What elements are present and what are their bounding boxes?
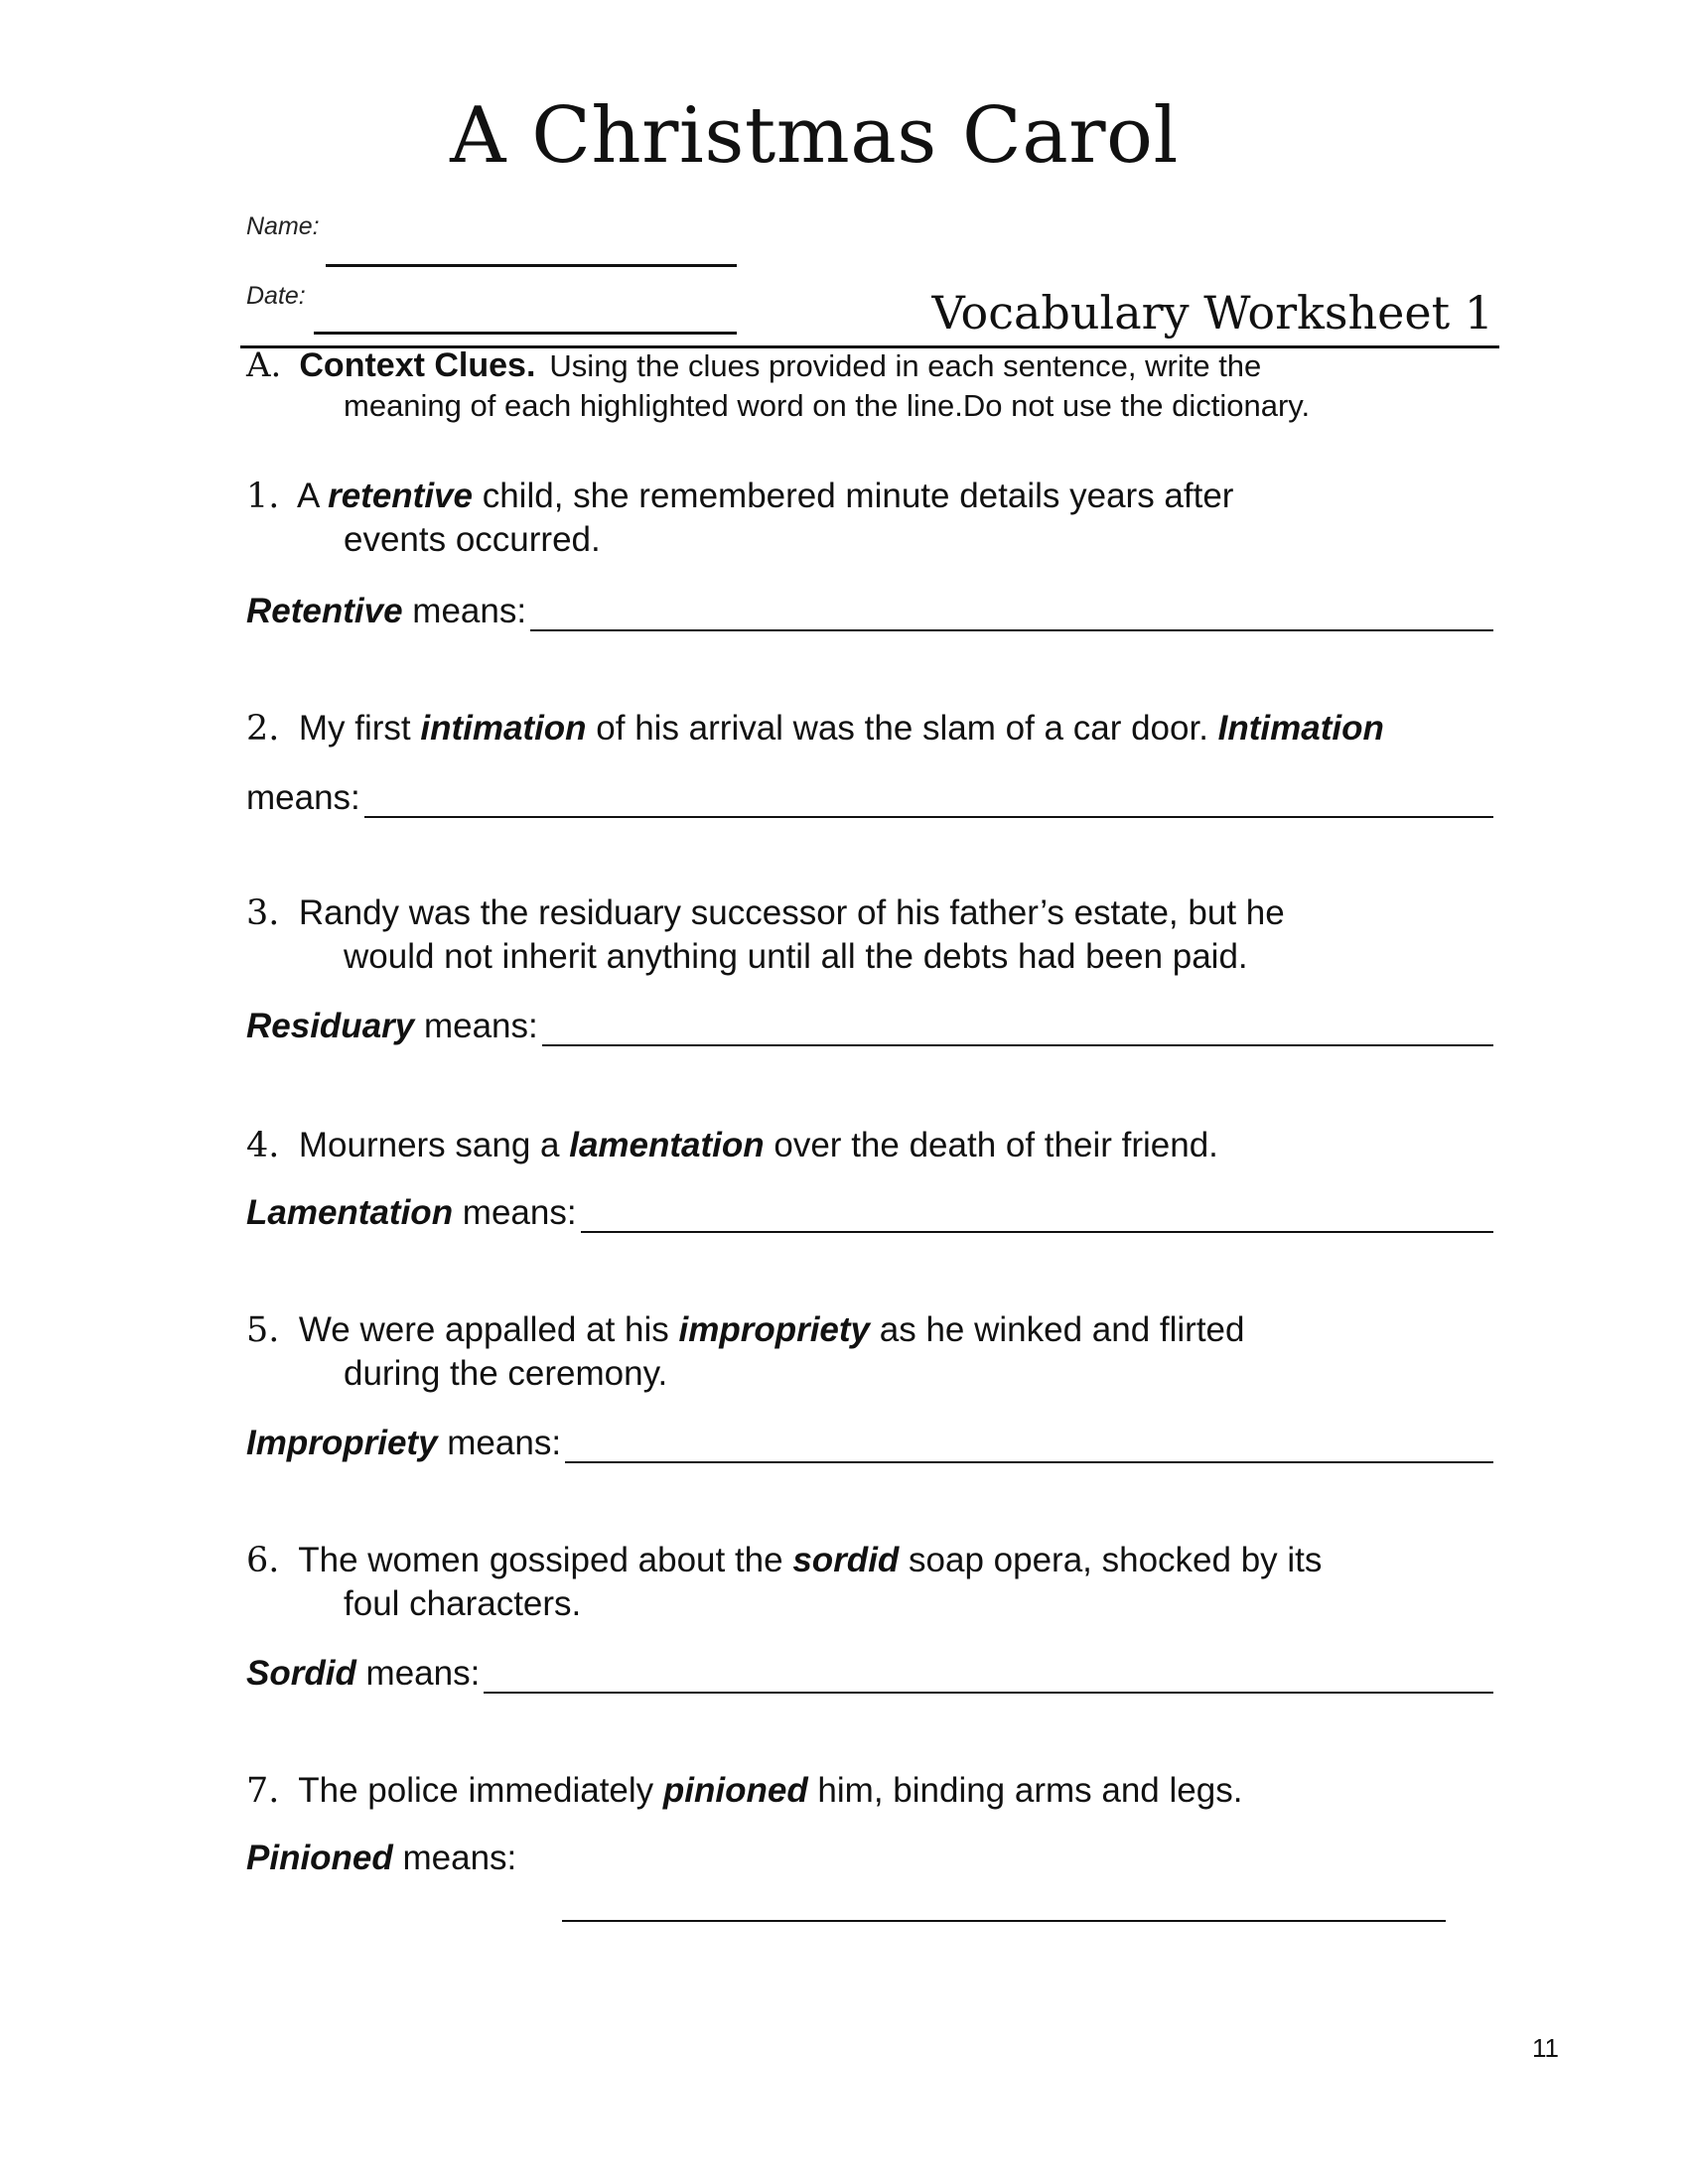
question-number: 1. [246,477,280,516]
question-text-continued: during the ceremony. [344,1354,668,1393]
question-text: him, binding arms and legs. [807,1771,1243,1810]
means-label: means: [246,778,360,817]
answer-row-2 [246,770,1493,818]
question-text: The police immediately [298,1771,663,1810]
question-text: The women gossiped about the [298,1541,793,1579]
question-1 [246,475,1497,562]
question-3 [246,891,1497,979]
means-label: means: [392,1839,517,1877]
answer-line[interactable] [484,1656,1493,1694]
means-label: means: [355,1654,481,1693]
question-text: soap opera, shocked by its [899,1541,1323,1579]
section-letter: A. [246,345,282,385]
page-title: A Christmas Carol [450,91,1179,181]
question-number: 4. [246,1126,280,1165]
answer-row-1 [246,584,1493,631]
vocab-word: lamentation [569,1126,765,1164]
answer-word: Retentive [246,592,403,630]
answer-line[interactable] [562,1920,1446,1922]
answer-line[interactable] [581,1195,1493,1233]
section-instructions [246,345,1477,426]
answer-word: Intimation [1217,709,1384,748]
question-5 [246,1308,1497,1396]
date-line[interactable] [314,332,737,335]
question-text-continued: foul characters. [344,1584,582,1623]
page-number: 11 [1532,2033,1559,2063]
answer-line[interactable] [565,1426,1493,1463]
date-label: Date: [246,282,306,310]
answer-row-4 [246,1185,1493,1233]
question-6 [246,1539,1497,1626]
question-text-continued: events occurred. [344,520,601,559]
answer-row-5 [246,1416,1493,1463]
question-number: 7. [246,1771,280,1811]
question-text: of his arrival was the slam of a car door. [586,709,1218,748]
question-number: 6. [246,1541,280,1580]
answer-row-6 [246,1646,1493,1694]
question-text: Mourners sang a [298,1126,570,1164]
question-2 [246,707,1497,751]
question-text: child, she remembered minute details years after [472,477,1234,515]
section-heading: Context Clues. [299,346,536,384]
question-number: 2. [246,709,280,749]
name-label: Name: [246,212,320,240]
question-text: We were appalled at his [298,1310,679,1349]
question-number: 5. [246,1310,280,1350]
vocab-word: sordid [792,1541,900,1579]
instructions-line-2: meaning of each highlighted word on the line.Do not use the dictionary. [344,388,1311,423]
instructions-line-1: Using the clues provided in each sentence, write the [549,348,1262,383]
question-text: over the death of their friend. [764,1126,1218,1164]
vocab-word: pinioned [662,1771,808,1810]
answer-line[interactable] [530,594,1493,631]
question-4 [246,1124,1497,1167]
means-label: means: [402,592,527,630]
answer-word: Pinioned [246,1839,393,1877]
question-text: Randy was the residuary successor of his father’s estate, but he [298,893,1285,932]
vocab-word: intimation [420,709,587,748]
answer-line[interactable] [542,1009,1493,1046]
answer-word: Sordid [246,1654,356,1693]
name-line[interactable] [326,264,737,267]
means-label: means: [453,1193,577,1232]
answer-word: Lamentation [246,1193,454,1232]
answer-row-7 [246,1839,516,1878]
question-7 [246,1769,1497,1813]
question-number: 3. [246,893,280,933]
answer-word: Residuary [246,1007,415,1045]
worksheet-title: Vocabulary Worksheet 1 [931,286,1493,340]
means-label: means: [437,1424,562,1462]
answer-word: Impropriety [246,1424,438,1462]
question-text: A [296,477,329,515]
question-text-continued: would not inherit anything until all the debts had been paid. [344,937,1248,976]
question-text: as he winked and flirted [870,1310,1245,1349]
means-label: means: [414,1007,538,1045]
answer-line[interactable] [364,780,1493,818]
answer-row-3 [246,999,1493,1046]
question-text: My first [298,709,421,748]
vocab-word: retentive [328,477,473,515]
vocab-word: impropriety [678,1310,871,1349]
